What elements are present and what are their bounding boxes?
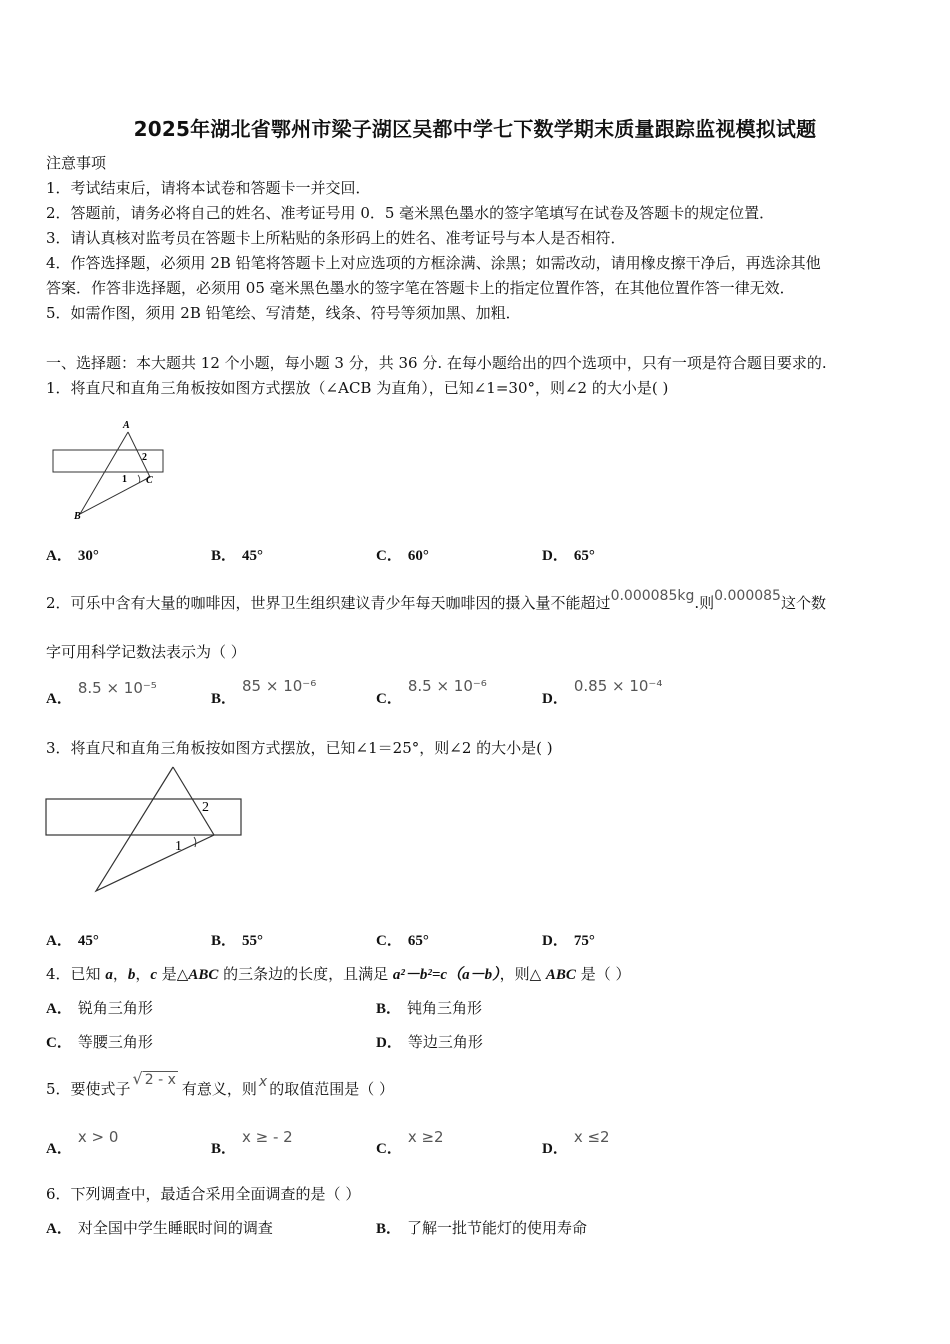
figure-label-1: 1 bbox=[122, 474, 127, 485]
question-1-figure bbox=[46, 415, 176, 523]
q5-option-a: A．x > 0 bbox=[46, 1128, 119, 1157]
q3-option-a: A． 45° bbox=[46, 933, 99, 949]
figure-label-2: 2 bbox=[142, 452, 147, 463]
figure-label-c: C bbox=[146, 475, 153, 486]
note-item: 2．答题前，请务必将自己的姓名、准考证号用 0．5 毫米黑色墨水的签字笔填写在试卷及答题卡的规定位置． bbox=[46, 204, 775, 222]
note-item: 3．请认真核对监考员在答题卡上所粘贴的条形码上的姓名、准考证号与本人是否相符． bbox=[46, 229, 626, 247]
question-2-stem-line2: 字可用科学记数法表示为（ ） bbox=[46, 643, 246, 661]
note-item: 4．作答选择题，必须用 2B 铅笔将答题卡上对应选项的方框涂满、涂黑；如需改动，请用橡皮擦干净后，再选涂其他 bbox=[46, 254, 821, 272]
note-item: 5．如需作图，须用 2B 铅笔绘、写清楚，线条、符号等须加黑、加粗． bbox=[46, 304, 521, 322]
q4-option-d: D． 等边三角形 bbox=[376, 1033, 483, 1051]
sqrt-expression: √ 2 - x bbox=[132, 1069, 176, 1088]
figure-label-b: B bbox=[74, 511, 81, 522]
section-heading: 一、选择题：本大题共 12 个小题，每小题 3 分，共 36 分. 在每小题给出的四个选项中，只有一项是符合题目要求的. bbox=[46, 354, 827, 372]
q1-option-a: A． 30° bbox=[46, 548, 99, 564]
question-3-stem: 3．将直尺和直角三角板按如图方式摆放，已知∠1＝25°，则∠2 的大小是( ) bbox=[46, 739, 553, 757]
q4-option-b: B． 钝角三角形 bbox=[376, 999, 483, 1017]
page-title: 2025年湖北省鄂州市梁子湖区吴都中学七下数学期末质量跟踪监视模拟试题 bbox=[133, 117, 817, 141]
q2-option-b: B．85 × 10⁻⁶ bbox=[211, 677, 317, 707]
q5-option-b: B．x ≥ - 2 bbox=[211, 1128, 293, 1157]
q6-option-b: B． 了解一批节能灯的使用寿命 bbox=[376, 1219, 588, 1237]
figure-label-2: 2 bbox=[202, 800, 209, 815]
q2-option-d: D．0.85 × 10⁻⁴ bbox=[542, 677, 663, 707]
q4-option-c: C． 等腰三角形 bbox=[46, 1033, 153, 1051]
question-2-stem: 2．可乐中含有大量的咖啡因，世界卫生组织建议青少年每天咖啡因的摄入量不能超过0.000085kg.则0.000085这个数 bbox=[46, 588, 826, 612]
question-1-stem: 1．将直尺和直角三角板按如图方式摆放（∠ACB 为直角），已知∠1=30°，则∠2 的大小是( ) bbox=[46, 379, 669, 397]
q5-option-d: D．x ≤2 bbox=[542, 1128, 610, 1157]
note-item: 答案．作答非选择题，必须用 05 毫米黑色墨水的签字笔在答题卡上的指定位置作答，在其他位置作答一律无效． bbox=[46, 279, 795, 297]
q1-option-b: B． 45° bbox=[211, 548, 264, 564]
q4-option-a: A． 锐角三角形 bbox=[46, 999, 153, 1017]
q5-option-c: C．x ≥2 bbox=[376, 1128, 444, 1157]
q1-option-d: D． 65° bbox=[542, 548, 595, 564]
question-3-figure bbox=[44, 765, 244, 895]
note-item: 1．考试结束后，请将本试卷和答题卡一并交回． bbox=[46, 179, 371, 197]
q3-option-c: C． 65° bbox=[376, 933, 429, 949]
question-5-stem: 5．要使式子√ 2 - x 有意义，则 x 的取值范围是（ ） bbox=[46, 1069, 394, 1098]
q1-option-c: C． 60° bbox=[376, 548, 429, 564]
q3-option-d: D． 75° bbox=[542, 933, 595, 949]
q6-option-a: A． 对全国中学生睡眠时间的调查 bbox=[46, 1219, 273, 1237]
figure-label-a: A bbox=[123, 420, 130, 431]
figure-label-1: 1 bbox=[175, 839, 182, 854]
q2-option-a: A．8.5 × 10⁻⁵ bbox=[46, 679, 157, 707]
q2-option-c: C．8.5 × 10⁻⁶ bbox=[376, 677, 487, 707]
question-4-stem: 4．已知 a，b，c 是△ABC 的三条边的长度，且满足 a²－b²=c（a－b），则△ ABC 是（ ） bbox=[46, 965, 631, 983]
question-6-stem: 6．下列调查中，最适合采用全面调查的是（ ） bbox=[46, 1185, 361, 1203]
notes-heading: 注意事项 bbox=[46, 154, 107, 172]
q3-option-b: B． 55° bbox=[211, 933, 264, 949]
